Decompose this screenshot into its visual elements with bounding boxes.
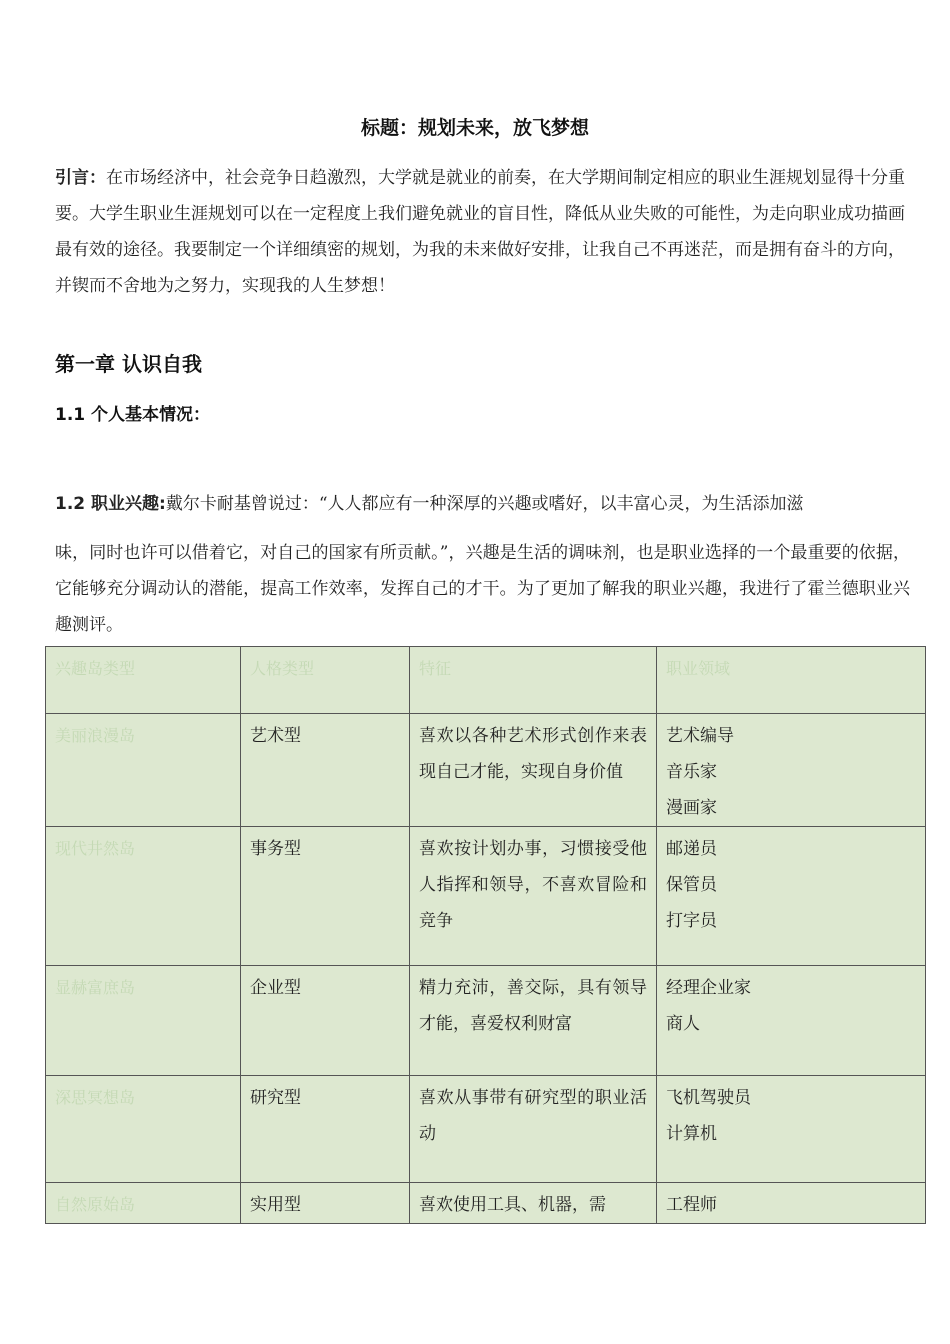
job-item: 计算机 [666, 1124, 717, 1144]
island-cell: 美丽浪漫岛 [46, 714, 241, 827]
intro-lead: 引言： [55, 168, 106, 188]
job-item: 邮递员 [666, 839, 717, 859]
jobs-cell [657, 1183, 926, 1224]
header-island: 兴趣岛类型 [46, 647, 241, 714]
island-cell: 自然原始岛 [46, 1183, 241, 1224]
table-header-row [46, 647, 926, 714]
section-1-2-first-line [55, 486, 910, 522]
header-jobs: 职业领域 [657, 647, 926, 714]
holland-interest-table [45, 646, 926, 1224]
section-1-2-paragraph [55, 486, 910, 643]
type-cell: 研究型 [241, 1076, 410, 1183]
job-item: 漫画家 [666, 798, 717, 818]
intro-paragraph [55, 160, 905, 304]
island-cell: 现代井然岛 [46, 827, 241, 966]
table-row [46, 1076, 926, 1183]
feature-cell: 喜欢以各种艺术形式创作来表现自己才能，实现自身价值 [410, 714, 657, 827]
job-item: 经理企业家 [666, 978, 751, 998]
header-personality: 人格类型 [241, 647, 410, 714]
intro-text: 在市场经济中，社会竞争日趋激烈，大学就是就业的前奏，在大学期间制定相应的职业生涯规划显得十分重要。大学生职业生涯规划可以在一定程度上我们避免就业的盲目性，降低从业失败的可能性，为走向职业成功描画最有效的途径。我要制定一个详细缜密的规划，为我的未来做好安排，让我自己不再迷茫，而是拥有奋斗的方向，并锲而不舍地为之努力，实现我的人生梦想！ [55, 168, 905, 296]
job-item: 艺术编导 [666, 726, 734, 746]
table-row [46, 1183, 926, 1224]
feature-cell: 喜欢从事带有研究型的职业活动 [410, 1076, 657, 1183]
jobs-cell [657, 714, 926, 827]
jobs-cell [657, 1076, 926, 1183]
job-item: 商人 [666, 1014, 700, 1034]
feature-cell: 喜欢按计划办事，习惯接受他人指挥和领导，不喜欢冒险和竞争 [410, 827, 657, 966]
job-item: 飞机驾驶员 [666, 1088, 751, 1108]
job-item: 打字员 [666, 911, 717, 931]
type-cell: 艺术型 [241, 714, 410, 827]
table-row [46, 966, 926, 1076]
island-cell: 深思冥想岛 [46, 1076, 241, 1183]
table-row [46, 827, 926, 966]
table-row [46, 714, 926, 827]
document-title: 标题：规划未来，放飞梦想 [360, 117, 589, 139]
type-cell: 事务型 [241, 827, 410, 966]
section-1-2-lead: 1.2 职业兴趣: [55, 494, 166, 514]
job-item: 音乐家 [666, 762, 717, 782]
feature-cell: 精力充沛，善交际，具有领导才能，喜爱权利财富 [410, 966, 657, 1076]
section-1-2-first-text: 戴尔卡耐基曾说过：“人人都应有一种深厚的兴趣或嗜好，以丰富心灵，为生活添加滋 [165, 494, 804, 514]
header-feature: 特征 [410, 647, 657, 714]
section-1-1-heading: 1.1 个人基本情况： [55, 405, 211, 425]
section-1-2-rest-text: 味，同时也许可以借着它，对自己的国家有所贡献。”，兴趣是生活的调味剂，也是职业选择的一个最重要的依据，它能够充分调动认的潜能，提高工作效率，发挥自己的才干。为了更加了解我的职业兴趣，我进行了霍兰德职业兴趣测评。 [55, 543, 910, 635]
jobs-cell [657, 966, 926, 1076]
chapter-heading: 第一章 认识自我 [55, 352, 202, 376]
type-cell: 实用型 [241, 1183, 410, 1224]
island-cell: 显赫富庶岛 [46, 966, 241, 1076]
jobs-cell [657, 827, 926, 966]
job-item: 保管员 [666, 875, 717, 895]
feature-cell: 喜欢使用工具、机器，需 [410, 1183, 657, 1224]
job-item: 工程师 [666, 1195, 717, 1215]
type-cell: 企业型 [241, 966, 410, 1076]
